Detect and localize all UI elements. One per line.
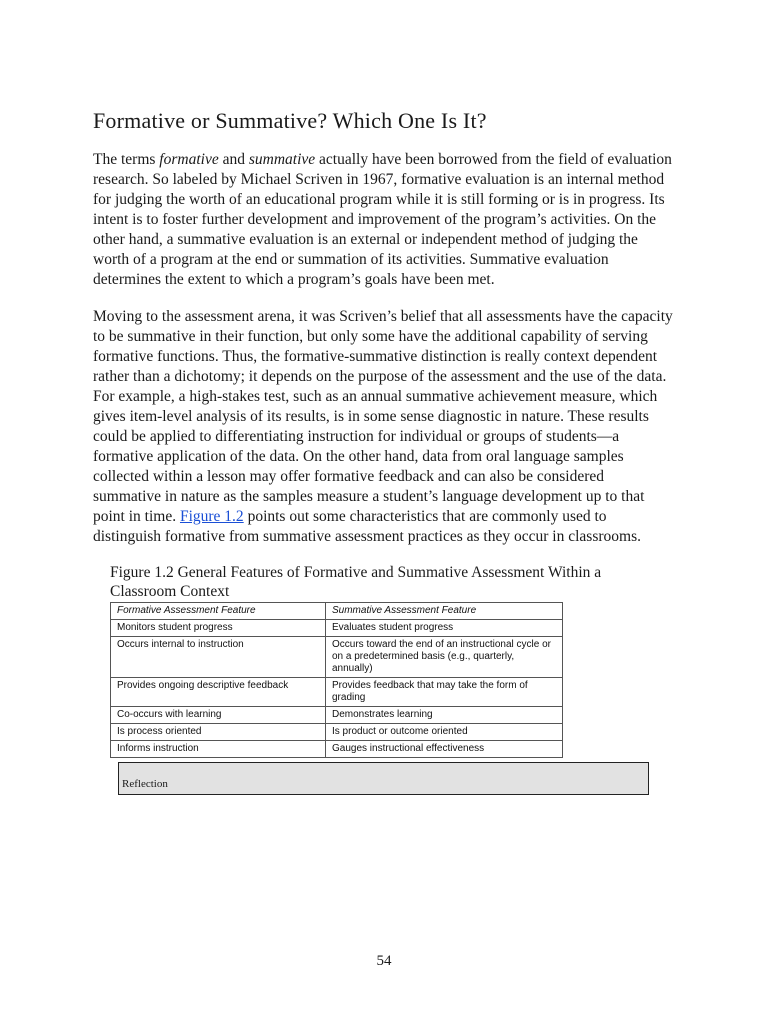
formative-cell: Co-occurs with learning (111, 707, 326, 724)
summative-cell: Evaluates student progress (326, 620, 563, 637)
page-number: 54 (376, 953, 392, 969)
summative-cell: Demonstrates learning (326, 707, 563, 724)
formative-cell: Informs instruction (111, 741, 326, 758)
p2-text-2: points out some characteristics that are commonly used to distinguish formative from summative assessment practices as they occur in classrooms. (93, 508, 641, 545)
table-row (111, 741, 563, 758)
formative-cell: Is process oriented (111, 724, 326, 741)
paragraph-formative-summative-origin (93, 150, 673, 290)
summative-cell: Occurs toward the end of an instructional cycle or on a predetermined basis (e.g., quarterly, annually) (326, 637, 563, 678)
p1-text-3: actually have been borrowed from the field of evaluation research. So labeled by Michael Scriven in 1967, formative evaluation is an internal method for judging the worth of an educational program while it is still forming or is in progress. Its intent is to foster further development and improvement of the program’s activities. On the other hand, a summative evaluation is an external or independent method of judging the worth of a program at the end or summation of its activities. Summative evaluation determines the extent to which a program’s goals have been met. (93, 151, 672, 288)
table-header-row (111, 603, 563, 620)
summative-cell: Is product or outcome oriented (326, 724, 563, 741)
figure-caption: Figure 1.2 General Features of Formative and Summative Assessment Within a Classroom Context (110, 564, 602, 600)
table-row (111, 637, 563, 678)
p2-text-1: Moving to the assessment arena, it was Scriven’s belief that all assessments have the capacity to be summative in their function, but only some have the additional capability of serving formative functions. Thus, the formative-summative distinction is really context dependent rather than a dichotomy; it depends on the purpose of the assessment and the use of the data. For example, a high-stakes test, such as an annual summative achievement measure, which gives item-level analysis of its results, is in some sense diagnostic in nature. These results could be applied to differentiating instruction for individual or groups of students—a formative application of the data. On the other hand, data from oral language samples collected within a lesson may offer formative feedback and can also be considered summative in nature as the samples measure a student’s language development up to that point in time. (93, 308, 673, 525)
table-row (111, 724, 563, 741)
summative-cell: Provides feedback that may take the form of grading (326, 678, 563, 707)
formative-cell: Provides ongoing descriptive feedback (111, 678, 326, 707)
formative-cell: Occurs internal to instruction (111, 637, 326, 678)
section-heading: Formative or Summative? Which One Is It? (93, 108, 487, 133)
summative-cell: Gauges instructional effectiveness (326, 741, 563, 758)
p1-text-1: The terms (93, 151, 160, 168)
header-formative: Formative Assessment Feature (111, 603, 326, 620)
table-row (111, 620, 563, 637)
table-row (111, 707, 563, 724)
formative-cell: Monitors student progress (111, 620, 326, 637)
reflection-box (118, 762, 649, 795)
header-summative: Summative Assessment Feature (326, 603, 563, 620)
figure-1-2-link[interactable]: Figure 1.2 (179, 508, 244, 525)
reflection-label: Reflection (122, 778, 168, 790)
p1-text-2: and (218, 151, 249, 168)
term-summative: summative (248, 151, 316, 168)
table-row (111, 678, 563, 707)
features-table (110, 602, 563, 758)
paragraph-assessment-arena (93, 307, 673, 547)
term-formative: formative (159, 151, 219, 168)
